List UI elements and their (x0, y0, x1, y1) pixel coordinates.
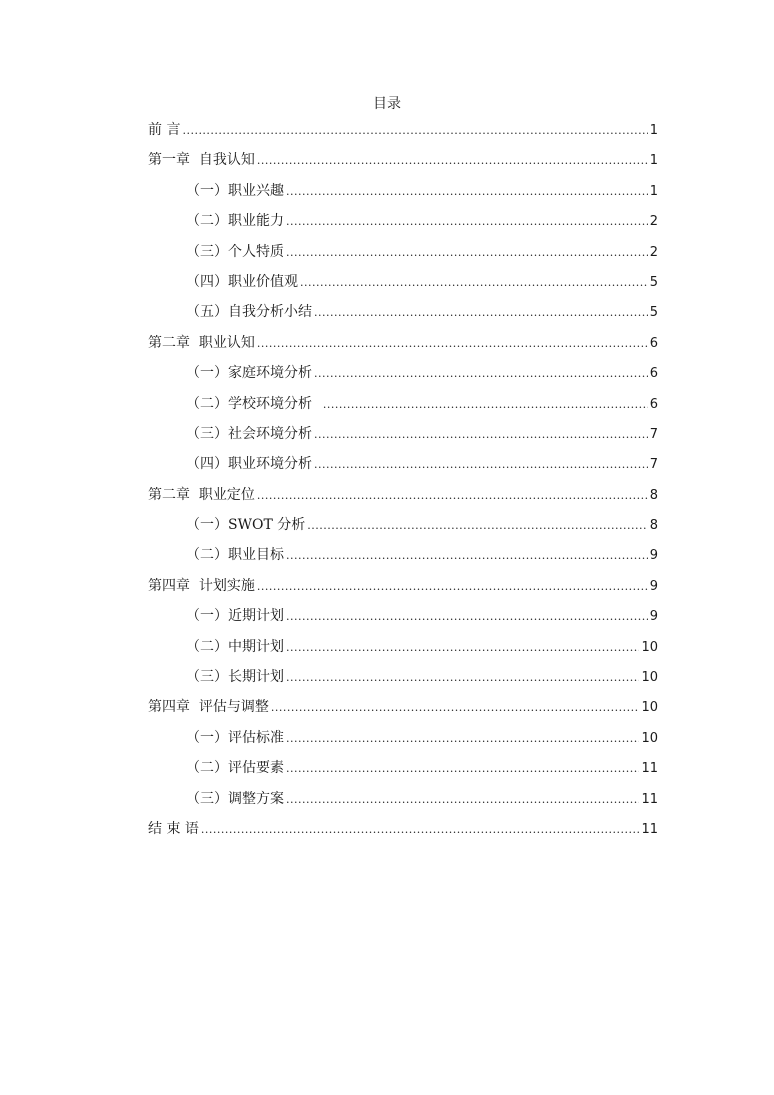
toc-entry-label: （一）评估标准 (186, 729, 284, 746)
toc-entry-page-number: 1 (649, 153, 658, 169)
toc-entry-page-number: 11 (641, 761, 658, 777)
toc-chapter-entry[interactable] (148, 695, 658, 725)
toc-entry-page-number: 5 (649, 274, 658, 290)
toc-entry-page-number: 11 (641, 791, 658, 807)
toc-entry-page-number: 9 (649, 609, 658, 625)
toc-subentry[interactable] (148, 756, 658, 786)
toc-chapter-entry[interactable] (148, 574, 658, 604)
dot-leader (307, 514, 647, 538)
dot-leader (286, 544, 648, 568)
toc-entry-label: （四）职业环境分析 (186, 456, 312, 473)
dot-leader (257, 149, 648, 173)
toc-subentry[interactable] (148, 513, 658, 543)
toc-entry-page-number: 10 (641, 639, 658, 655)
dot-leader (257, 484, 648, 508)
toc-subentry[interactable] (148, 300, 658, 330)
toc-subentry[interactable] (148, 787, 658, 817)
toc-entry-label: 第四章 评估与调整 (148, 699, 269, 716)
toc-entry-page-number: 7 (649, 457, 658, 473)
toc-entry-page-number: 11 (641, 821, 658, 837)
toc-entry-label: （一）家庭环境分析 (186, 365, 312, 382)
toc-entry-label: （一）SWOT 分析 (186, 517, 306, 534)
toc-subentry[interactable] (148, 665, 658, 695)
toc-entry-page-number: 9 (649, 548, 658, 564)
toc-entry-label: （二）职业目标 (186, 547, 284, 564)
toc-entry-label: 前 言 (148, 122, 181, 138)
toc-entry-page-number: 8 (649, 487, 658, 503)
dot-leader (286, 757, 639, 781)
toc-subentry[interactable] (148, 270, 658, 300)
dot-leader (286, 180, 648, 204)
toc-subentry[interactable] (148, 422, 658, 452)
toc-entry-label: （二）中期计划 (186, 638, 284, 655)
toc-subentry[interactable] (148, 361, 658, 391)
toc-subentry[interactable] (148, 209, 658, 239)
toc-entry-page-number: 2 (649, 244, 658, 260)
toc-entry-label: 第二章 职业认知 (148, 334, 255, 351)
toc-chapter-entry[interactable] (148, 331, 658, 361)
toc-chapter-entry[interactable] (148, 118, 658, 148)
toc-entry-page-number: 6 (649, 335, 658, 351)
toc-entry-label: （二）学校环境分析 (186, 395, 321, 412)
toc-subentry[interactable] (148, 635, 658, 665)
toc-entry-label: （二）评估要素 (186, 760, 284, 777)
dot-leader (286, 210, 648, 234)
toc-entry-page-number: 6 (649, 366, 658, 382)
dot-leader (182, 119, 647, 143)
toc-subentry[interactable] (148, 452, 658, 482)
toc-entry-page-number: 10 (641, 700, 658, 716)
dot-leader (201, 818, 640, 842)
toc-subentry[interactable] (148, 179, 658, 209)
toc-entry-page-number: 7 (649, 426, 658, 442)
dot-leader (257, 332, 648, 356)
toc-entry-label: 第一章 自我认知 (148, 152, 255, 169)
toc-list (148, 118, 658, 847)
dot-leader (323, 393, 648, 417)
toc-entry-page-number: 5 (649, 305, 658, 321)
toc-entry-page-number: 1 (649, 183, 658, 199)
dot-leader (314, 453, 648, 477)
toc-subentry[interactable] (148, 604, 658, 634)
toc-subentry[interactable] (148, 240, 658, 270)
toc-subentry[interactable] (148, 392, 658, 422)
toc-entry-label: 第四章 计划实施 (148, 577, 255, 594)
toc-entry-label: （五）自我分析小结 (186, 304, 312, 321)
toc-entry-page-number: 10 (641, 730, 658, 746)
toc-entry-page-number: 10 (641, 670, 658, 686)
dot-leader (257, 575, 648, 599)
dot-leader (300, 271, 648, 295)
toc-entry-page-number: 2 (649, 214, 658, 230)
toc-entry-page-number: 8 (649, 518, 658, 534)
toc-entry-label: （四）职业价值观 (186, 273, 298, 290)
toc-entry-page-number: 9 (649, 578, 658, 594)
dot-leader (286, 666, 639, 690)
dot-leader (286, 605, 648, 629)
toc-entry-label: （一）近期计划 (186, 608, 284, 625)
toc-entry-label: （一）职业兴趣 (186, 182, 284, 199)
dot-leader (286, 241, 648, 265)
toc-entry-page-number: 6 (649, 396, 658, 412)
toc-chapter-entry[interactable] (148, 483, 658, 513)
toc-subentry[interactable] (148, 726, 658, 756)
toc-entry-label: （三）社会环境分析 (186, 425, 312, 442)
dot-leader (314, 423, 648, 447)
toc-entry-label: 第二章 职业定位 (148, 486, 255, 503)
toc-entry-label: 结 束 语 (148, 820, 199, 837)
dot-leader (314, 362, 648, 386)
toc-entry-label: （三）个人特质 (186, 243, 284, 260)
toc-entry-page-number: 1 (649, 123, 658, 138)
toc-entry-label: （三）调整方案 (186, 790, 284, 807)
dot-leader (286, 727, 639, 751)
dot-leader (271, 696, 640, 720)
toc-title: 目录 (373, 96, 401, 112)
toc-entry-label: （二）职业能力 (186, 213, 284, 230)
toc-chapter-entry[interactable] (148, 148, 658, 178)
toc-chapter-entry[interactable] (148, 817, 658, 847)
dot-leader (314, 301, 648, 325)
dot-leader (286, 788, 639, 812)
dot-leader (286, 636, 639, 660)
toc-subentry[interactable] (148, 543, 658, 573)
toc-entry-label: （三）长期计划 (186, 669, 284, 686)
